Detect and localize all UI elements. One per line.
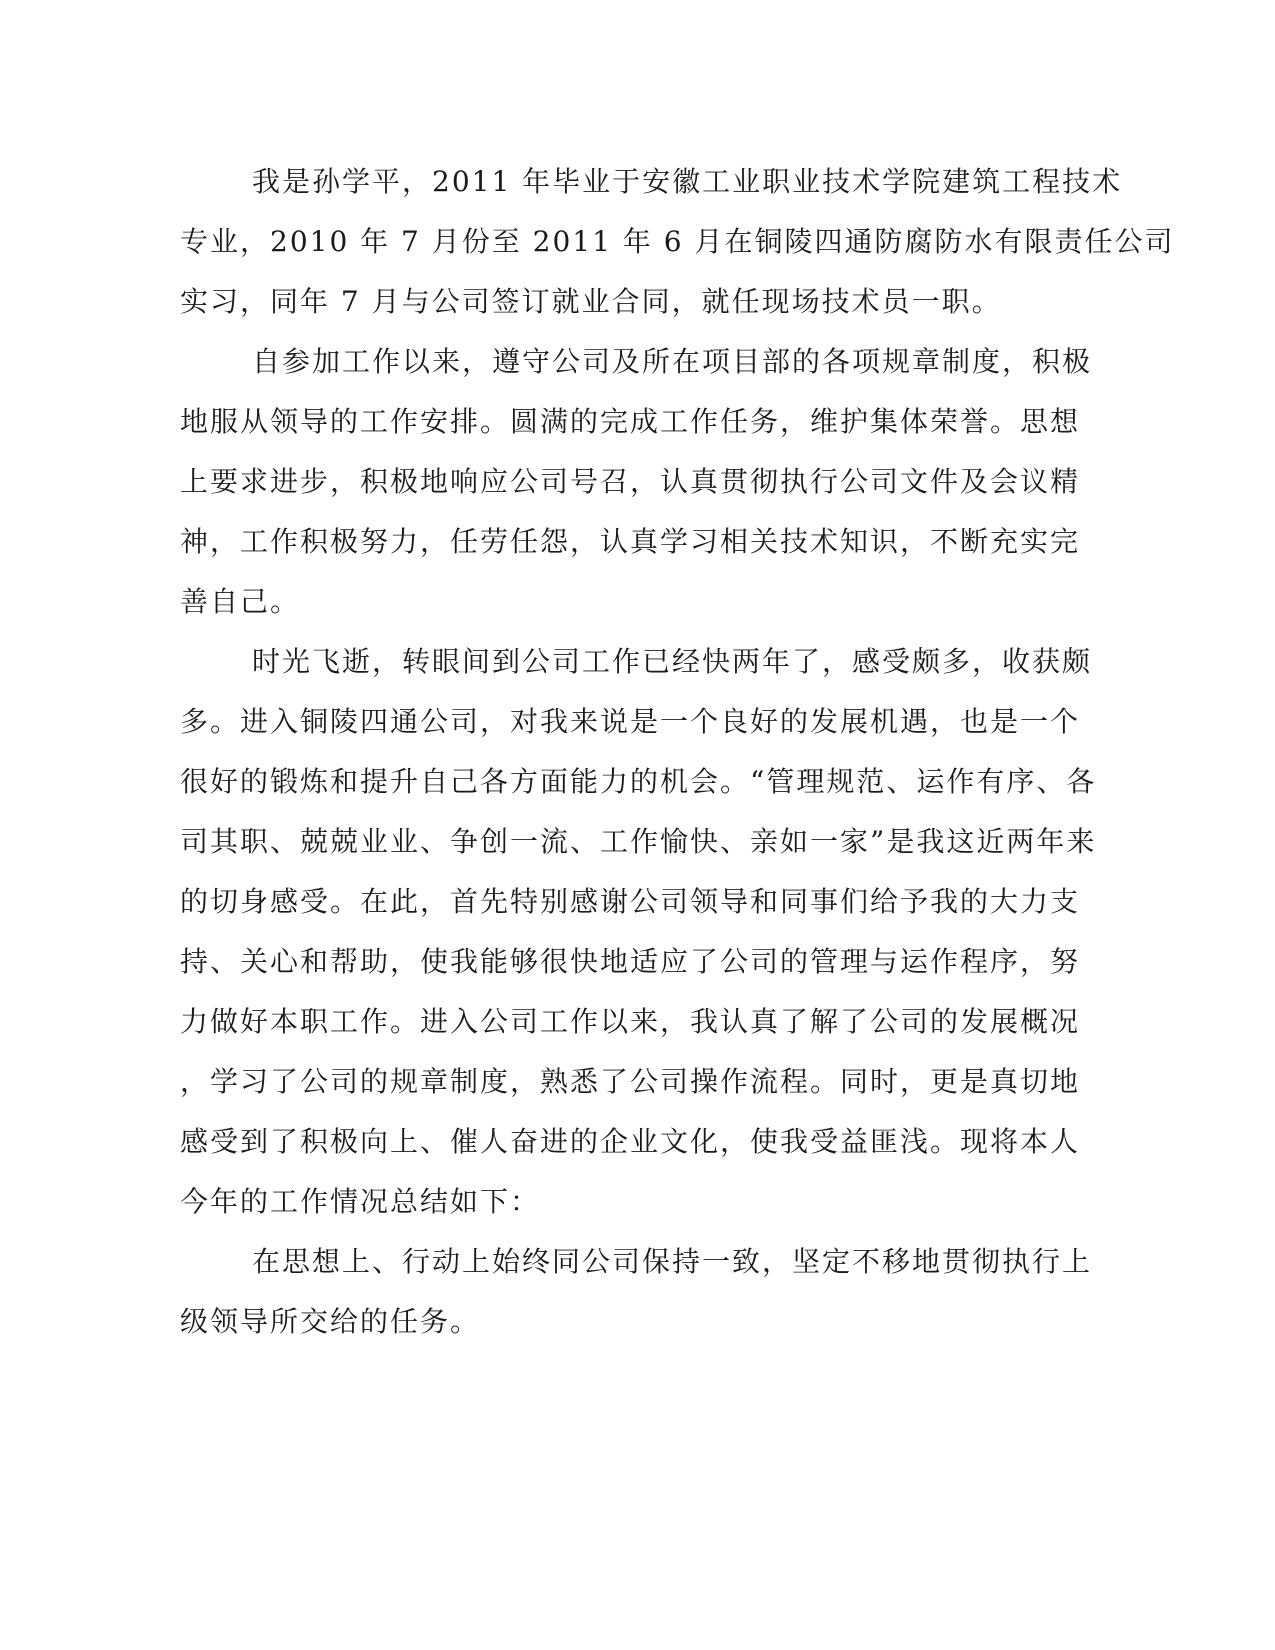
text-line: 持、关心和帮助，使我能够很快地适应了公司的管理与运作程序，努 <box>180 945 1081 978</box>
text-line: ，学习了公司的规章制度，熟悉了公司操作流程。同时，更是真切地 <box>180 1065 1081 1098</box>
text-line: 上要求进步，积极地响应公司号召，认真贯彻执行公司文件及会议精 <box>180 465 1081 498</box>
text-line: 善自己。 <box>180 585 301 618</box>
text-line: 级领导所交给的任务。 <box>180 1305 481 1338</box>
text-line: 感受到了积极向上、催人奋进的企业文化，使我受益匪浅。现将本人 <box>180 1125 1081 1158</box>
text-line: 地服从领导的工作安排。圆满的完成工作任务，维护集体荣誉。思想 <box>180 405 1081 438</box>
text-line: 时光飞逝，转眼间到公司工作已经快两年了，感受颇多，收获颇 <box>252 645 1093 678</box>
text-line: 很好的锻炼和提升自己各方面能力的机会。“管理规范、运作有序、各 <box>180 765 1097 798</box>
text-line: 实习，同年 7 月与公司签订就业合同，就任现场技术员一职。 <box>180 285 1002 318</box>
text-line: 自参加工作以来，遵守公司及所在项目部的各项规章制度，积极 <box>252 345 1093 378</box>
text-line: 的切身感受。在此，首先特别感谢公司领导和同事们给予我的大力支 <box>180 885 1081 918</box>
text-line: 多。进入铜陵四通公司，对我来说是一个良好的发展机遇，也是一个 <box>180 705 1081 738</box>
text-line: 今年的工作情况总结如下： <box>180 1185 541 1218</box>
text-line: 力做好本职工作。进入公司工作以来，我认真了解了公司的发展概况 <box>180 1005 1081 1038</box>
text-line: 神，工作积极努力，任劳任怨，认真学习相关技术知识，不断充实完 <box>180 525 1081 558</box>
paragraph <box>180 152 1175 332</box>
paragraph <box>180 632 1097 1232</box>
paragraph <box>180 332 1093 632</box>
text-line: 司其职、兢兢业业、争创一流、工作愉快、亲如一家”是我这近两年来 <box>180 825 1097 858</box>
paragraph <box>180 1232 1093 1352</box>
text-line: 专业，2010 年 7 月份至 2011 年 6 月在铜陵四通防腐防水有限责任公司 <box>180 225 1175 258</box>
document-body <box>180 152 1175 1352</box>
text-line: 我是孙学平，2011 年毕业于安徽工业职业技术学院建筑工程技术 <box>252 165 1123 198</box>
text-line: 在思想上、行动上始终同公司保持一致，坚定不移地贯彻执行上 <box>252 1245 1093 1278</box>
